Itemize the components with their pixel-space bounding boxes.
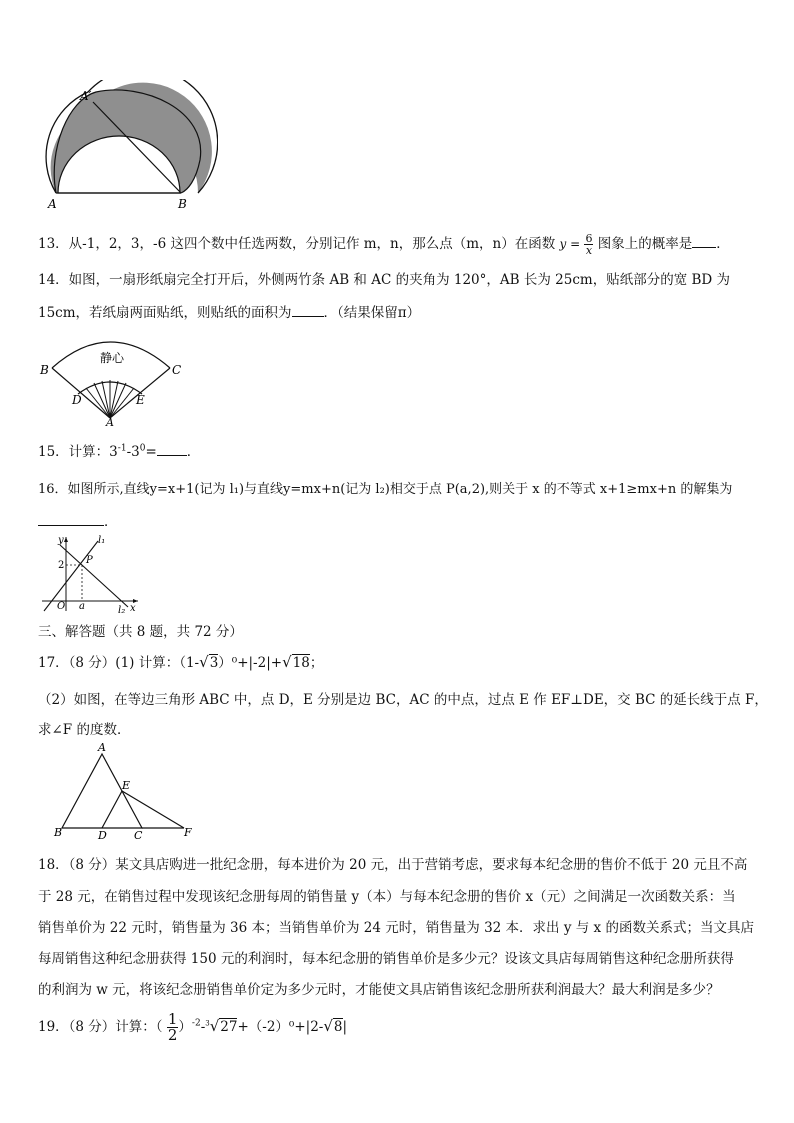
triangle-figure xyxy=(48,742,196,840)
crescent-figure xyxy=(38,80,218,212)
q16-end: ． xyxy=(104,514,118,530)
question-16-line1: 16．如图所示,直线y=x+1(记为 l₁)与直线y=mx+n(记为 l₂)相交于点 P(a,2),则关于 x 的不等式 x+1≥mx+n 的解集为 xyxy=(38,482,733,497)
q17-part1-end: ； xyxy=(309,655,324,671)
q19-half xyxy=(167,1012,179,1043)
label-2: 2 xyxy=(58,560,65,571)
q13-text: 13．从-1，2，3，-6 这四个数中任选两数，分别记作 m，n，那么点（m，n）在函数 xyxy=(38,236,556,252)
question-15 xyxy=(38,440,200,460)
segment-EF xyxy=(122,791,184,828)
q19-half-num: 1 xyxy=(167,1010,178,1028)
q19-sup: -2 xyxy=(191,1018,201,1029)
question-17-part2-line1: （2）如图，在等边三角形 ABC 中，点 D，E 分别是边 BC，AC 的中点，过点 E 作 EF⊥DE，交 BC 的延长线于点 F， xyxy=(38,692,768,708)
question-16-line2 xyxy=(38,510,118,530)
question-13 xyxy=(38,232,730,256)
label-D: D xyxy=(98,829,107,840)
q15-sup1: -1 xyxy=(117,443,127,454)
question-18-line1: 18．（8 分）某文具店购进一批纪念册，每本进价为 20 元，出于营销考虑，要求每本纪念册的售价不低于 20 元且不高 xyxy=(38,857,748,873)
q13-fraction xyxy=(584,233,593,256)
q13-frac-num: 6 xyxy=(585,232,593,245)
q15-mid: -3 xyxy=(126,444,140,460)
q16-answer-blank[interactable] xyxy=(38,513,104,526)
label-B: B xyxy=(54,826,63,839)
label-A: A xyxy=(98,742,106,754)
question-17-part2-line2: 求∠F 的度数． xyxy=(38,722,131,738)
q17-root3: 3 xyxy=(209,655,219,671)
fan-center-text: 静心 xyxy=(100,351,125,365)
label-E: E xyxy=(136,393,145,407)
q13-func: y = xyxy=(559,237,581,251)
q14-answer-blank[interactable] xyxy=(292,304,324,317)
q19-after-half: ） xyxy=(178,1019,192,1035)
label-y: y xyxy=(58,535,64,546)
label-A: A xyxy=(48,197,57,211)
label-C: C xyxy=(134,829,143,840)
sqrt-sign: √ xyxy=(282,653,292,671)
label-C: C xyxy=(172,363,182,377)
label-a: a xyxy=(79,601,85,612)
q15-answer-blank[interactable] xyxy=(157,443,187,456)
q13-frac-den: x xyxy=(585,244,593,257)
sqrt-sign: √ xyxy=(323,1017,333,1035)
question-18-line2: 于 28 元，在销售过程中发现该纪念册每周的销售量 y（本）与每本纪念册的售价 x（元）之间满足一次函数关系：当 xyxy=(38,889,736,905)
label-x: x xyxy=(130,603,136,613)
label-E: E xyxy=(122,779,131,792)
label-B: B xyxy=(178,197,187,211)
q13-text-after: 图象上的概率是 xyxy=(597,236,693,252)
label-l1: l₁ xyxy=(98,535,106,546)
q17-root18: 18 xyxy=(292,655,310,671)
label-D: D xyxy=(72,393,82,407)
question-18-line4: 每周销售这种纪念册获得 150 元的利润时，每本纪念册的销售单价是多少元？设该文具店每周销售这种纪念册所获得 xyxy=(38,951,734,967)
q19-cube-index: 3 xyxy=(205,1019,210,1028)
question-19 xyxy=(38,1012,347,1043)
q19-end: | xyxy=(342,1019,348,1035)
fan-figure xyxy=(38,328,184,426)
q17-part1-mid: ）⁰+|-2|+ xyxy=(218,655,283,671)
cube-root-sign: √ xyxy=(209,1017,220,1035)
q15-sup2: 0 xyxy=(139,443,146,454)
q13-answer-blank[interactable] xyxy=(692,235,716,248)
label-B: B xyxy=(40,363,49,377)
q19-before: 19．（8 分）计算：（ xyxy=(38,1019,163,1035)
label-A-prime: A′ xyxy=(80,89,92,103)
question-14-line2 xyxy=(38,301,420,321)
question-17-part1 xyxy=(38,651,323,671)
question-18-line3: 销售单价为 22 元时，销售量为 36 本；当销售单价为 24 元时，销售量为 32 本．求出 y 与 x 的函数关系式；当文具店 xyxy=(38,920,754,936)
question-18-line5: 的利润为 w 元，将该纪念册销售单价定为多少元时，才能使文具店销售该纪念册所获利润最大？最大利润是多少？ xyxy=(38,982,720,998)
q19-minus: - xyxy=(200,1019,206,1035)
q15-eq: = xyxy=(145,444,157,460)
q15-end: ． xyxy=(186,444,201,460)
label-A: A xyxy=(106,416,114,426)
q14-line2-before: 15cm，若纸扇两面贴纸，则贴纸的面积为 xyxy=(38,305,292,321)
q17-part1-before: 17．（8 分）(1) 计算：（1- xyxy=(38,655,200,671)
sqrt-sign: √ xyxy=(199,653,209,671)
q19-rest: +（-2）⁰+|2- xyxy=(237,1019,324,1035)
label-F: F xyxy=(184,826,192,839)
lines-graph-figure xyxy=(38,533,142,613)
section-3-heading: 三、解答题（共 8 题，共 72 分） xyxy=(38,624,243,640)
segment-DE xyxy=(102,791,122,828)
q19-cube-radicand: 27 xyxy=(220,1019,238,1035)
line-l2 xyxy=(60,545,128,607)
q19-root8: 8 xyxy=(333,1019,343,1035)
label-O: O xyxy=(57,601,66,612)
q14-line2-after: ．（结果保留π） xyxy=(323,305,421,321)
q13-end: ． xyxy=(716,236,730,252)
question-14-line1: 14．如图，一扇形纸扇完全打开后，外侧两竹条 AB 和 AC 的夹角为 120°，AB 长为 25cm，贴纸部分的宽 BD 为 xyxy=(38,272,731,288)
label-P: P xyxy=(86,555,93,566)
label-l2: l₂ xyxy=(118,605,126,613)
q19-half-den: 2 xyxy=(167,1026,178,1044)
q15-text: 15．计算：3 xyxy=(38,444,118,460)
